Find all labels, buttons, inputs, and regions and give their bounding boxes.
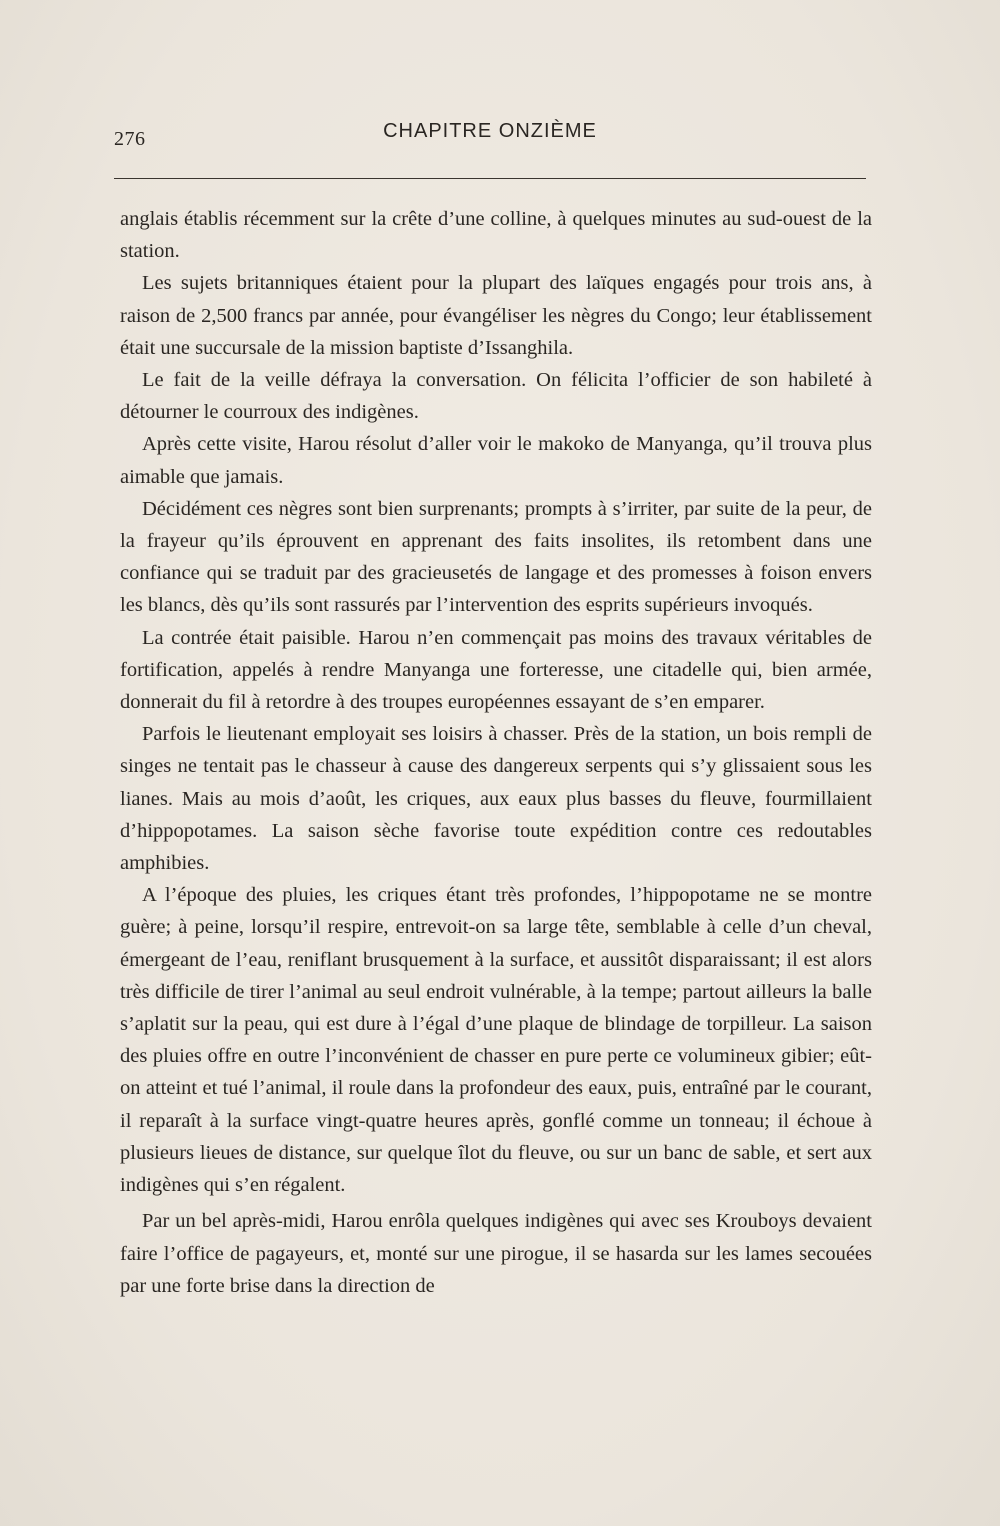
paragraph: Décidément ces nègres sont bien surprenants; prompts à s’irriter, par suite de la peur, de la frayeur qu’ils éprouvent en apprenant des faits insolites, ils retombent dans une confiance qui se traduit par des gracieusetés de langage et des promesses à foison envers les blancs, dès qu’ils sont rassurés par l’intervention des esprits supérieurs invoqués.	[120, 497, 872, 617]
running-head: CHAPITRE ONZIÈME	[383, 120, 597, 142]
paragraph: A l’époque des pluies, les criques étant très profondes, l’hippopotame ne se montre guère; à peine, lorsqu’il respire, entrevoit-on sa large tête, semblable à celle d’un cheval, émergeant de l’eau, reniflant brusquement à la surface, et aussitôt disparaissant; il est alors très difficile de tirer l’animal au seul endroit vulnérable, à la tempe; partout ailleurs la balle s’aplatit sur la peau, qui est dure à l’égal d’une plaque de blindage de torpilleur. La saison des pluies offre en outre l’inconvénient de chasser en pure perte ce volumineux gibier; eût-on atteint et tué l’animal, il roule dans la profondeur des eaux, puis, entraîné par le courant, il reparaît à la surface vingt-quatre heures après, gonflé comme un tonneau; il échoue à plusieurs lieues de distance, sur quelque îlot du fleuve, ou sur un banc de sable, et sert aux indigènes qui s’en régalent.	[120, 884, 872, 1197]
paragraph: Les sujets britanniques étaient pour la plupart des laïques engagés pour trois ans, à raison de 2,500 francs par année, pour évangéliser les nègres du Congo; leur établissement était une succursale de la mission baptiste d’Issanghila.	[120, 272, 872, 359]
paragraph: Parfois le lieutenant employait ses loisirs à chasser. Près de la station, un bois rempli de singes ne tentait pas le chasseur à cause des dangereux serpents qui s’y glissaient sous les lianes. Mais au mois d’août, les criques, aux eaux plus basses du fleuve, fourmillaient d’hippopotames. La saison sèche favorise toute expédition contre ces redoutables amphibies.	[120, 723, 872, 875]
header-rule	[114, 178, 866, 179]
paragraph: Après cette visite, Harou résolut d’aller voir le makoko de Manyanga, qu’il trouva plus aimable que jamais.	[120, 433, 872, 488]
paragraph-continued: anglais établis récemment sur la crête d’une colline, à quelques minutes au sud-ouest de la station.	[120, 208, 872, 263]
paragraph: Le fait de la veille défraya la conversation. On félicita l’officier de son habileté à détourner le courroux des indigènes.	[120, 369, 872, 424]
paragraph: La contrée était paisible. Harou n’en commençait pas moins des travaux véritables de fortification, appelés à rendre Manyanga une forteresse, une citadelle qui, bien armée, donnerait du fil à retordre à des troupes européennes essayant de s’en emparer.	[120, 626, 872, 714]
page-header	[114, 118, 866, 152]
paragraph: Par un bel après-midi, Harou enrôla quelques indigènes qui avec ses Krouboys devaient faire l’office de pagayeurs, et, monté sur une pirogue, il se hasarda sur les lames secouées par une forte brise dans la direction de	[120, 1210, 872, 1297]
page-number: 276	[114, 128, 146, 150]
body-text	[120, 203, 872, 1302]
